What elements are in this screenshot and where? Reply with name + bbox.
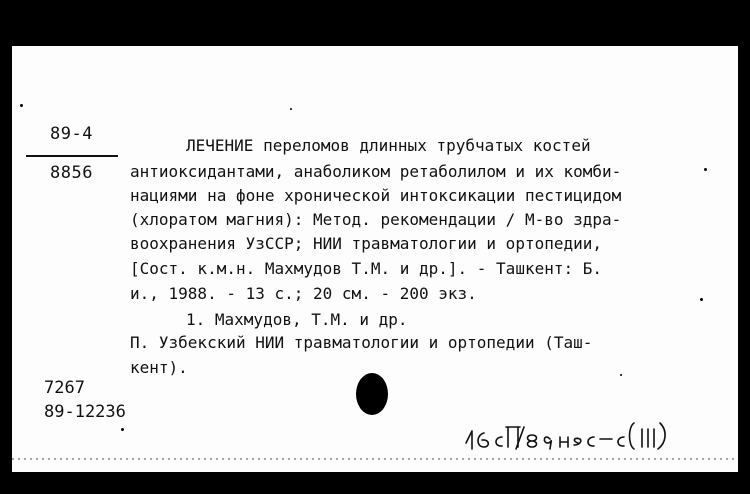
description-line: (хлоратом магния): Метод. рекомендации / М-во здра- — [130, 210, 622, 229]
scan-speck — [290, 108, 292, 110]
call-number-top: 89-4 — [50, 124, 93, 144]
tracing-line: кент). — [130, 358, 188, 377]
description-line: антиоксидантами, анаболиком ретаболилом и их комби- — [130, 162, 622, 181]
scan-speck — [620, 374, 622, 376]
accession-number-2: 89-12236 — [44, 402, 126, 422]
tracing-line: 1. Махмудов, Т.М. и др. — [186, 310, 408, 329]
scan-speck — [121, 428, 124, 431]
card-bottom-edge — [12, 456, 738, 462]
scan-speck — [700, 298, 703, 301]
description-line: и., 1988. - 13 с.; 20 см. - 200 экз. — [130, 284, 477, 303]
call-number-bottom: 8856 — [50, 163, 93, 183]
description-line: [Сост. к.м.н. Махмудов Т.М. и др.]. - Ташкент: Б. — [130, 259, 603, 278]
call-number-divider — [26, 155, 118, 157]
punch-hole — [356, 373, 388, 415]
handwritten-note — [462, 413, 688, 455]
description-line: нациями на фоне хронической интоксикации пестицидом — [130, 186, 622, 205]
accession-number: 7267 — [44, 378, 85, 398]
tracing-line: П. Узбекский НИИ травматологии и ортопедии (Таш- — [130, 333, 593, 352]
description-line: воохранения УзССР; НИИ травматологии и ортопедии, — [130, 234, 603, 253]
scan-speck — [704, 168, 707, 171]
description-line: ЛЕЧЕНИЕ переломов длинных трубчатых костей — [186, 136, 591, 155]
scan-speck — [20, 104, 23, 107]
